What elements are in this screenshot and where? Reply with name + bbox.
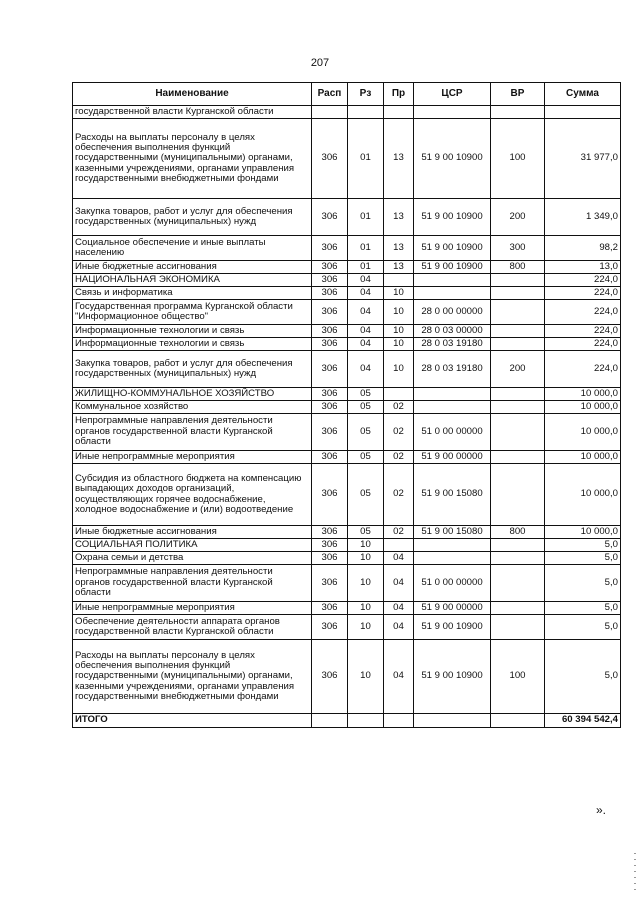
cell-name: Непрограммные направления деятельности органов государственной власти Курганской области <box>73 565 312 602</box>
cell-rz: 10 <box>348 539 384 552</box>
table-row <box>73 388 621 401</box>
cell-pr: 04 <box>384 602 414 615</box>
header-pr: Пр <box>384 83 414 106</box>
cell-name: Закупка товаров, работ и услуг для обеспечения государственных (муниципальных) нужд <box>73 351 312 388</box>
cell-vr: 800 <box>491 526 545 539</box>
cell-rz: 05 <box>348 388 384 401</box>
cell-rasp: 306 <box>312 552 348 565</box>
cell-rasp: 306 <box>312 351 348 388</box>
cell-name: Охрана семьи и детства <box>73 552 312 565</box>
closing-quote: ». <box>596 803 607 817</box>
cell-csr: 51 0 00 00000 <box>414 565 491 602</box>
cell-pr: 13 <box>384 261 414 274</box>
cell-rasp: 306 <box>312 640 348 714</box>
cell-pr: 13 <box>384 199 414 236</box>
cell-name: СОЦИАЛЬНАЯ ПОЛИТИКА <box>73 539 312 552</box>
cell-sum: 5,0 <box>545 565 621 602</box>
cell-csr: 28 0 03 19180 <box>414 338 491 351</box>
cell-vr <box>491 274 545 287</box>
total-sum: 60 394 542,4 <box>545 714 621 728</box>
cell-vr <box>491 388 545 401</box>
cell-csr <box>414 287 491 300</box>
table-row <box>73 401 621 414</box>
header-rz: Рз <box>348 83 384 106</box>
cell-sum: 5,0 <box>545 615 621 640</box>
total-empty-cell <box>348 714 384 728</box>
cell-vr <box>491 451 545 464</box>
cell-sum: 10 000,0 <box>545 464 621 526</box>
table-row <box>73 338 621 351</box>
cell-rasp: 306 <box>312 401 348 414</box>
cell-rasp: 306 <box>312 539 348 552</box>
table-row <box>73 451 621 464</box>
table-row <box>73 414 621 451</box>
budget-table <box>72 82 621 728</box>
page-number: 207 <box>310 57 330 69</box>
table-row <box>73 539 621 552</box>
cell-vr <box>491 539 545 552</box>
cell-name: Непрограммные направления деятельности органов государственной власти Курганской области <box>73 414 312 451</box>
cell-pr: 04 <box>384 640 414 714</box>
cell-sum: 5,0 <box>545 640 621 714</box>
cell-rz: 04 <box>348 325 384 338</box>
table-row <box>73 602 621 615</box>
cell-csr <box>414 274 491 287</box>
cell-rasp: 306 <box>312 287 348 300</box>
total-empty-cell <box>384 714 414 728</box>
cell-csr: 51 9 00 10900 <box>414 615 491 640</box>
cell-pr: 02 <box>384 401 414 414</box>
cell-sum: 5,0 <box>545 602 621 615</box>
table-row <box>73 119 621 199</box>
cell-name: Закупка товаров, работ и услуг для обеспечения государственных (муниципальных) нужд <box>73 199 312 236</box>
cell-vr <box>491 602 545 615</box>
cell-rasp: 306 <box>312 261 348 274</box>
cell-sum: 224,0 <box>545 287 621 300</box>
cell-rasp: 306 <box>312 388 348 401</box>
cell-name: Иные бюджетные ассигнования <box>73 261 312 274</box>
cell-sum: 98,2 <box>545 236 621 261</box>
cell-sum: 10 000,0 <box>545 401 621 414</box>
table-row <box>73 526 621 539</box>
cell-vr: 200 <box>491 199 545 236</box>
cell-name: Субсидия из областного бюджета на компенсацию выпадающих доходов организаций, осуществляющих горячее водоснабжение, холодное водоснабжение и (или) водоотведение <box>73 464 312 526</box>
cell-rasp: 306 <box>312 451 348 464</box>
cell-rasp: 306 <box>312 464 348 526</box>
cell-name: Расходы на выплаты персоналу в целях обеспечения выполнения функций государственными (муниципальными) органами, казенными учреждениями, органами управления государственными внебюджетными фондами <box>73 640 312 714</box>
cell-rz: 04 <box>348 351 384 388</box>
cell-csr: 28 0 03 00000 <box>414 325 491 338</box>
cell-rz: 05 <box>348 526 384 539</box>
table-row <box>73 351 621 388</box>
cell-vr <box>491 300 545 325</box>
header-vr: ВР <box>491 83 545 106</box>
cell-rasp: 306 <box>312 300 348 325</box>
cell-vr <box>491 565 545 602</box>
cell-name: Связь и информатика <box>73 287 312 300</box>
cell-sum: 13,0 <box>545 261 621 274</box>
table-row <box>73 236 621 261</box>
cell-rz: 01 <box>348 236 384 261</box>
cell-rasp: 306 <box>312 565 348 602</box>
table-body <box>73 106 621 714</box>
cell-name: Иные непрограммные мероприятия <box>73 451 312 464</box>
cell-rz: 04 <box>348 338 384 351</box>
cell-vr <box>491 325 545 338</box>
cell-pr <box>384 539 414 552</box>
cell-sum: 1 349,0 <box>545 199 621 236</box>
cell-vr: 300 <box>491 236 545 261</box>
cell-rz: 05 <box>348 401 384 414</box>
cell-vr <box>491 401 545 414</box>
cell-vr: 800 <box>491 261 545 274</box>
header-rasp: Расп <box>312 83 348 106</box>
cell-pr <box>384 388 414 401</box>
cell-rz: 10 <box>348 565 384 602</box>
table-row <box>73 565 621 602</box>
cell-csr: 51 9 00 10900 <box>414 640 491 714</box>
cell-name: ЖИЛИЩНО-КОММУНАЛЬНОЕ ХОЗЯЙСТВО <box>73 388 312 401</box>
cell-rasp: 306 <box>312 325 348 338</box>
header-csr: ЦСР <box>414 83 491 106</box>
cell-pr: 04 <box>384 565 414 602</box>
cell-rz: 04 <box>348 274 384 287</box>
cell-rz: 04 <box>348 300 384 325</box>
cell-csr: 51 9 00 00000 <box>414 602 491 615</box>
cell-name: Иные бюджетные ассигнования <box>73 526 312 539</box>
cell-vr <box>491 106 545 119</box>
cell-sum: 224,0 <box>545 300 621 325</box>
cell-rz: 01 <box>348 199 384 236</box>
cell-rz <box>348 106 384 119</box>
cell-sum: 5,0 <box>545 539 621 552</box>
cell-vr <box>491 464 545 526</box>
cell-sum: 10 000,0 <box>545 388 621 401</box>
cell-csr <box>414 539 491 552</box>
table-row <box>73 287 621 300</box>
cell-rasp: 306 <box>312 274 348 287</box>
cell-csr: 51 9 00 10900 <box>414 199 491 236</box>
total-empty-cell <box>312 714 348 728</box>
cell-sum: 31 977,0 <box>545 119 621 199</box>
cell-csr: 51 0 00 00000 <box>414 414 491 451</box>
cell-pr: 02 <box>384 451 414 464</box>
cell-rz: 05 <box>348 451 384 464</box>
cell-rz: 10 <box>348 602 384 615</box>
cell-sum: 224,0 <box>545 274 621 287</box>
cell-name: Социальное обеспечение и иные выплаты населению <box>73 236 312 261</box>
total-row <box>73 714 621 728</box>
cell-vr <box>491 287 545 300</box>
cell-pr: 02 <box>384 414 414 451</box>
table-header-row <box>73 83 621 106</box>
cell-rasp: 306 <box>312 414 348 451</box>
cell-csr: 51 9 00 15080 <box>414 526 491 539</box>
cell-sum: 224,0 <box>545 338 621 351</box>
cell-rasp: 306 <box>312 338 348 351</box>
cell-csr: 51 9 00 10900 <box>414 236 491 261</box>
table-row <box>73 300 621 325</box>
cell-rasp: 306 <box>312 615 348 640</box>
table-row <box>73 274 621 287</box>
cell-csr <box>414 388 491 401</box>
cell-rasp: 306 <box>312 199 348 236</box>
cell-pr: 10 <box>384 351 414 388</box>
cell-csr: 51 9 00 10900 <box>414 261 491 274</box>
cell-sum: 224,0 <box>545 351 621 388</box>
scan-edge-marks <box>634 853 636 891</box>
cell-sum <box>545 106 621 119</box>
cell-rz: 01 <box>348 261 384 274</box>
cell-sum: 10 000,0 <box>545 414 621 451</box>
cell-csr <box>414 106 491 119</box>
header-sum: Сумма <box>545 83 621 106</box>
cell-pr: 04 <box>384 615 414 640</box>
cell-sum: 5,0 <box>545 552 621 565</box>
cell-sum: 224,0 <box>545 325 621 338</box>
cell-rz: 05 <box>348 414 384 451</box>
cell-csr: 28 0 03 19180 <box>414 351 491 388</box>
header-name: Наименование <box>73 83 312 106</box>
cell-name: Обеспечение деятельности аппарата органов государственной власти Курганской области <box>73 615 312 640</box>
cell-name: Расходы на выплаты персоналу в целях обеспечения выполнения функций государственными (муниципальными) органами, казенными учреждениями, органами управления государственными внебюджетными фондами <box>73 119 312 199</box>
cell-rz: 01 <box>348 119 384 199</box>
table-row <box>73 615 621 640</box>
cell-name: Информационные технологии и связь <box>73 338 312 351</box>
cell-name: НАЦИОНАЛЬНАЯ ЭКОНОМИКА <box>73 274 312 287</box>
cell-csr: 51 9 00 15080 <box>414 464 491 526</box>
cell-rasp: 306 <box>312 119 348 199</box>
cell-csr: 51 9 00 00000 <box>414 451 491 464</box>
cell-csr <box>414 552 491 565</box>
table-row <box>73 261 621 274</box>
cell-csr <box>414 401 491 414</box>
table-row <box>73 464 621 526</box>
cell-pr: 10 <box>384 300 414 325</box>
cell-rz: 10 <box>348 640 384 714</box>
cell-name: государственной власти Курганской области <box>73 106 312 119</box>
cell-pr <box>384 106 414 119</box>
cell-pr: 10 <box>384 287 414 300</box>
cell-vr: 100 <box>491 640 545 714</box>
cell-rz: 05 <box>348 464 384 526</box>
table-row <box>73 325 621 338</box>
cell-csr: 28 0 00 00000 <box>414 300 491 325</box>
table-row <box>73 199 621 236</box>
cell-rz: 04 <box>348 287 384 300</box>
cell-pr: 10 <box>384 338 414 351</box>
cell-name: Государственная программа Курганской области "Информационное общество" <box>73 300 312 325</box>
cell-vr: 100 <box>491 119 545 199</box>
cell-vr <box>491 552 545 565</box>
cell-name: Иные непрограммные мероприятия <box>73 602 312 615</box>
cell-vr <box>491 338 545 351</box>
cell-pr: 04 <box>384 552 414 565</box>
cell-pr: 13 <box>384 119 414 199</box>
cell-pr: 13 <box>384 236 414 261</box>
cell-sum: 10 000,0 <box>545 451 621 464</box>
cell-rasp: 306 <box>312 602 348 615</box>
cell-rasp: 306 <box>312 526 348 539</box>
cell-pr: 10 <box>384 325 414 338</box>
cell-pr <box>384 274 414 287</box>
cell-rasp: 306 <box>312 236 348 261</box>
total-empty-cell <box>491 714 545 728</box>
cell-rz: 10 <box>348 615 384 640</box>
cell-rasp <box>312 106 348 119</box>
cell-pr: 02 <box>384 464 414 526</box>
cell-name: Информационные технологии и связь <box>73 325 312 338</box>
total-empty-cell <box>414 714 491 728</box>
total-label: ИТОГО <box>73 714 312 728</box>
table-row <box>73 106 621 119</box>
cell-name: Коммунальное хозяйство <box>73 401 312 414</box>
cell-rz: 10 <box>348 552 384 565</box>
cell-sum: 10 000,0 <box>545 526 621 539</box>
table-row <box>73 552 621 565</box>
cell-vr: 200 <box>491 351 545 388</box>
cell-vr <box>491 615 545 640</box>
table-row <box>73 640 621 714</box>
cell-vr <box>491 414 545 451</box>
cell-pr: 02 <box>384 526 414 539</box>
cell-csr: 51 9 00 10900 <box>414 119 491 199</box>
